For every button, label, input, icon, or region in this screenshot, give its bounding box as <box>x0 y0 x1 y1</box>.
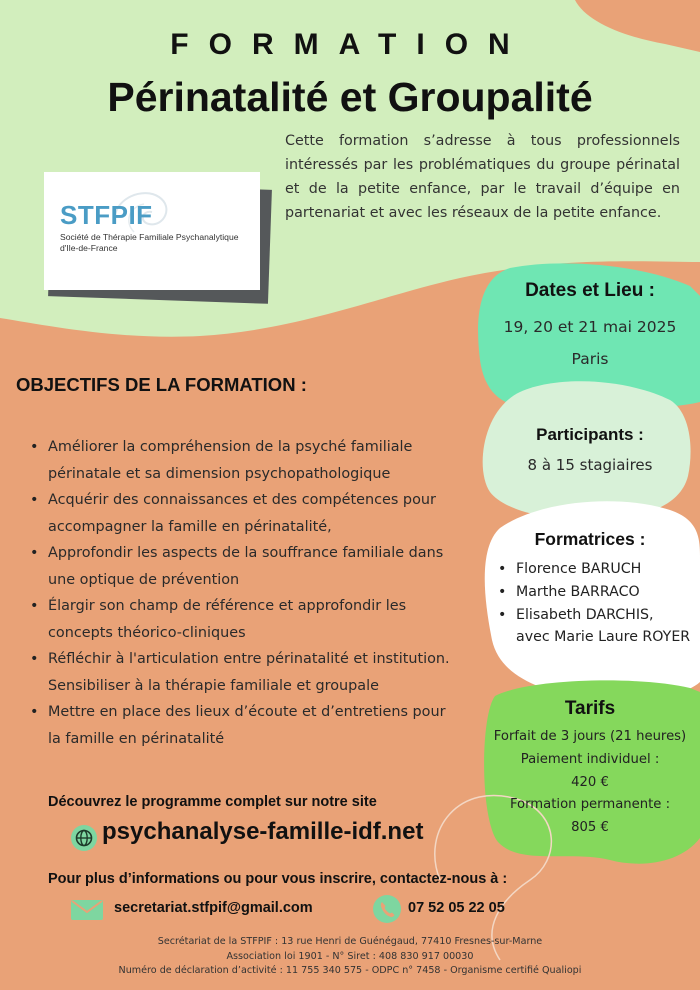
discover-text: Découvrez le programme complet sur notre site <box>48 794 377 810</box>
objective-item: • Élargir son champ de référence et approfondir les concepts théorico-cliniques <box>26 593 454 646</box>
email-link[interactable]: secretariat.stfpif@gmail.com <box>114 900 313 916</box>
trainers-title: Formatrices : <box>534 529 646 549</box>
trainer-with: avec Marie Laure ROYER <box>516 629 691 645</box>
tarif-line: 805 € <box>571 820 609 836</box>
trainer-name: • Elisabeth DARCHIS, <box>498 604 698 627</box>
trainer-name: • Florence BARUCH <box>498 558 698 581</box>
logo-caption-line1: Société de Thérapie Familiale Psychanalytique <box>60 232 239 242</box>
dates-title: Dates et Lieu : <box>525 280 655 301</box>
footer <box>0 935 700 979</box>
phone-icon <box>372 894 402 924</box>
participants-blob <box>483 381 691 520</box>
objective-item: • Approfondir les aspects de la souffrance familiale dans une optique de prévention <box>26 540 454 593</box>
tarif-line: Formation permanente : <box>509 797 671 813</box>
website-link[interactable]: psychanalyse-famille-idf.net <box>102 818 424 845</box>
stfpif-logo <box>44 172 260 290</box>
tarif-line: Paiement individuel : <box>520 751 660 767</box>
contact-intro: Pour plus d’informations ou pour vous inscrire, contactez-nous à : <box>48 871 508 887</box>
tarif-line: Forfait de 3 jours (21 heures) <box>493 729 687 744</box>
logo-brand: STFPIF <box>60 200 153 230</box>
participants-count: 8 à 15 stagiaires <box>527 456 653 474</box>
objective-item: • Mettre en place des lieux d’écoute et d’entretiens pour la famille en périnatalité <box>26 699 454 752</box>
objective-item: • Acquérir des connaissances et des compétences pour accompagner la famille en périnatalité, <box>26 487 454 540</box>
page-title: Périnatalité et Groupalité <box>107 74 593 120</box>
objectives-list <box>26 434 454 752</box>
footer-line: Association loi 1901 - N° Siret : 408 830 917 00030 <box>226 950 474 962</box>
objective-item: • Réfléchir à l'articulation entre périnatalité et institution. Sensibiliser à la thérapie familiale et groupale <box>26 646 454 699</box>
mail-icon <box>70 899 104 921</box>
logo-caption <box>60 232 256 254</box>
tarif-line: 420 € <box>571 774 609 790</box>
globe-icon <box>70 824 98 852</box>
tarifs-details <box>480 726 700 840</box>
dates-place: Paris <box>571 350 609 368</box>
phone-link[interactable]: 07 52 05 22 05 <box>408 900 505 916</box>
intro-paragraph: Cette formation s’adresse à tous professionnels intéressés par les problématiques du groupe périnatal et de la petite enfance, par le travail d’équipe en partenariat et avec les réseaux de la petite enfance. <box>285 133 680 221</box>
logo-caption-line2: d'Ile-de-France <box>60 243 118 253</box>
header-overline: FORMATION <box>170 28 530 61</box>
footer-line: Secrétariat de la STFPIF : 13 rue Henri de Guénégaud, 77410 Fresnes-sur-Marne <box>157 936 543 947</box>
trainers-list <box>498 558 698 627</box>
objective-item: • Améliorer la compréhension de la psyché familiale périnatale et sa dimension psychopathologique <box>26 434 454 487</box>
footer-line: Numéro de déclaration d’activité : 11 755 340 575 - ODPC n° 7458 - Organisme certifié Qualiopi <box>118 965 582 976</box>
trainer-name: • Marthe BARRACO <box>498 581 698 604</box>
participants-title: Participants : <box>536 425 644 444</box>
dates-value: 19, 20 et 21 mai 2025 <box>503 318 677 336</box>
objectives-title: OBJECTIFS DE LA FORMATION : <box>16 374 307 395</box>
tarifs-title: Tarifs <box>564 698 616 719</box>
